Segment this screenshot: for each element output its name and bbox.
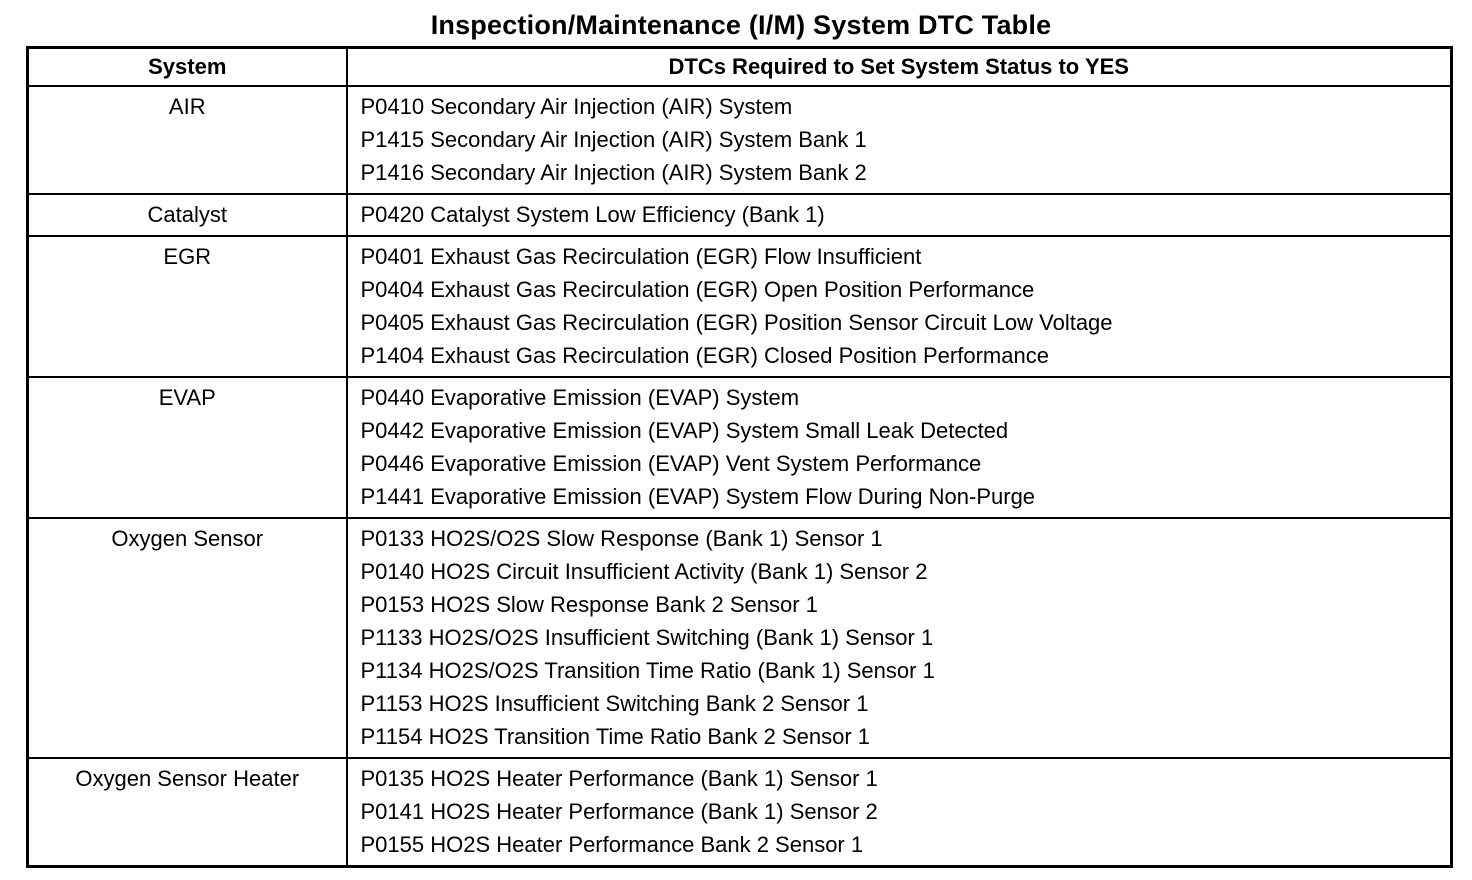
dtc-item: P1133 HO2S/O2S Insufficient Switching (Bank 1) Sensor 1 <box>360 625 934 650</box>
dtc-item: P0155 HO2S Heater Performance Bank 2 Sensor 1 <box>360 832 864 857</box>
dtc-item: P1153 HO2S Insufficient Switching Bank 2 Sensor 1 <box>360 691 869 716</box>
dtc-item: P0140 HO2S Circuit Insufficient Activity (Bank 1) Sensor 2 <box>360 559 928 584</box>
dtc-item: P0135 HO2S Heater Performance (Bank 1) Sensor 1 <box>360 766 878 791</box>
dtc-list <box>348 87 1451 193</box>
dtc-cell <box>347 518 1452 758</box>
system-cell <box>28 86 347 194</box>
table-row <box>28 86 1452 194</box>
system-cell <box>28 518 347 758</box>
dtc-item: P1154 HO2S Transition Time Ratio Bank 2 Sensor 1 <box>360 724 871 749</box>
table-row <box>28 194 1452 236</box>
dtc-item: P0405 Exhaust Gas Recirculation (EGR) Position Sensor Circuit Low Voltage <box>360 310 1113 335</box>
dtc-item: P1415 Secondary Air Injection (AIR) System Bank 1 <box>360 127 867 152</box>
table-header-row <box>28 48 1452 87</box>
table-row <box>28 518 1452 758</box>
dtc-item: P0440 Evaporative Emission (EVAP) System <box>360 385 800 410</box>
dtc-list <box>348 195 1451 235</box>
dtc-item: P1416 Secondary Air Injection (AIR) System Bank 2 <box>360 160 867 185</box>
dtc-cell <box>347 377 1452 518</box>
dtcs-column-header: DTCs Required to Set System Status to YES <box>347 48 1452 87</box>
system-name: EVAP <box>158 385 216 410</box>
table-row <box>28 377 1452 518</box>
system-name: EGR <box>163 244 212 269</box>
dtc-item: P0153 HO2S Slow Response Bank 2 Sensor 1 <box>360 592 818 617</box>
dtc-cell <box>347 758 1452 867</box>
dtc-item: P0410 Secondary Air Injection (AIR) System <box>360 94 793 119</box>
dtc-item: P0420 Catalyst System Low Efficiency (Bank 1) <box>360 202 825 227</box>
dtc-item: P1441 Evaporative Emission (EVAP) System Flow During Non-Purge <box>360 484 1036 509</box>
dtc-table <box>26 46 1453 868</box>
dtc-list <box>348 759 1451 865</box>
system-cell <box>28 194 347 236</box>
system-cell <box>28 236 347 377</box>
dtc-cell <box>347 86 1452 194</box>
dtc-list <box>348 519 1451 757</box>
dtc-item: P1404 Exhaust Gas Recirculation (EGR) Closed Position Performance <box>360 343 1049 368</box>
system-name: Catalyst <box>147 202 227 227</box>
dtc-item: P0442 Evaporative Emission (EVAP) System Small Leak Detected <box>360 418 1009 443</box>
system-name: Oxygen Sensor <box>111 526 264 551</box>
dtc-list <box>348 378 1451 517</box>
dtc-cell <box>347 194 1452 236</box>
system-cell <box>28 758 347 867</box>
system-cell <box>28 377 347 518</box>
system-column-header: System <box>28 48 347 87</box>
dtc-item: P0133 HO2S/O2S Slow Response (Bank 1) Sensor 1 <box>360 526 883 551</box>
dtc-item: P0401 Exhaust Gas Recirculation (EGR) Flow Insufficient <box>360 244 922 269</box>
dtc-item: P1134 HO2S/O2S Transition Time Ratio (Bank 1) Sensor 1 <box>360 658 935 683</box>
table-row <box>28 758 1452 867</box>
dtc-list <box>348 237 1451 376</box>
dtc-item: P0404 Exhaust Gas Recirculation (EGR) Open Position Performance <box>360 277 1035 302</box>
table-row <box>28 236 1452 377</box>
system-name: Oxygen Sensor Heater <box>75 766 300 791</box>
system-name: AIR <box>168 94 206 119</box>
dtc-item: P0141 HO2S Heater Performance (Bank 1) Sensor 2 <box>360 799 878 824</box>
dtc-cell <box>347 236 1452 377</box>
table-body <box>28 86 1452 867</box>
page-title: Inspection/Maintenance (I/M) System DTC Table <box>430 10 1052 40</box>
dtc-item: P0446 Evaporative Emission (EVAP) Vent System Performance <box>360 451 982 476</box>
